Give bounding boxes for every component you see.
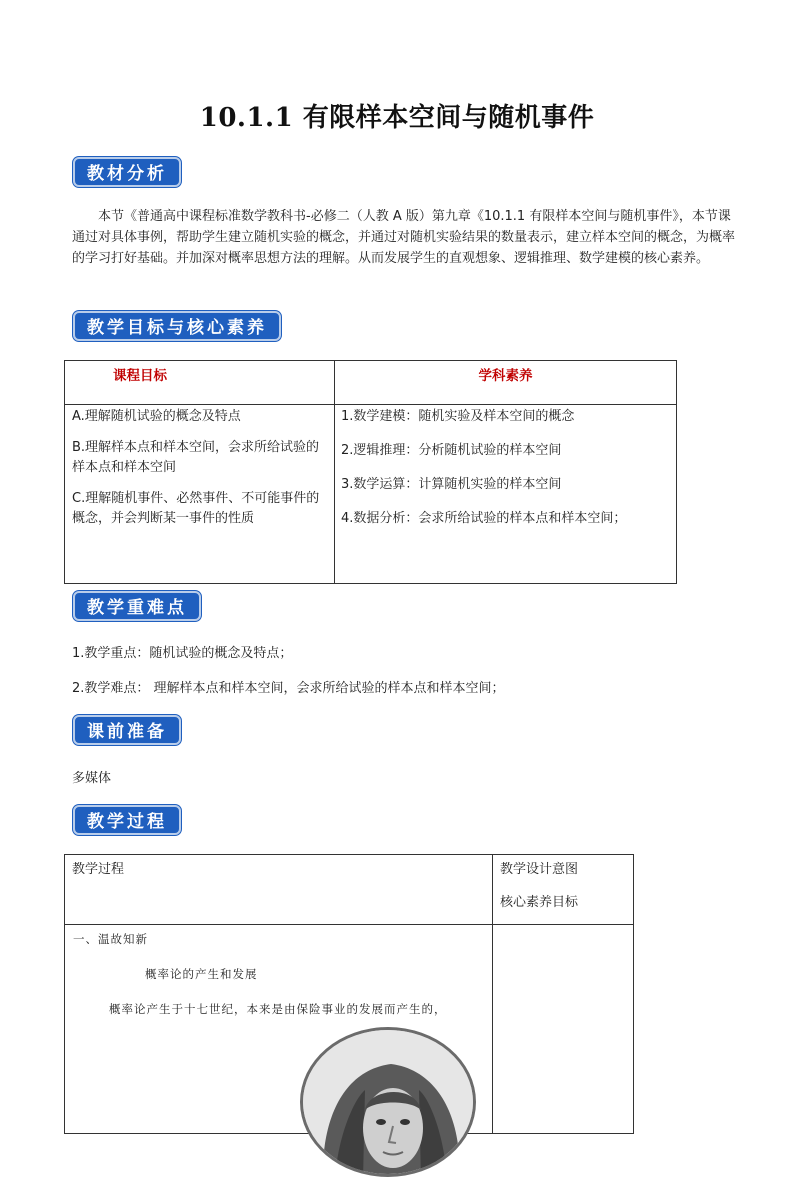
section-badge-prep: 课前准备 [73,715,181,745]
section-badge-keypoints: 教学重难点 [73,591,201,621]
goal-item: B.理解样本点和样本空间，会求所给试验的样本点和样本空间 [72,440,320,475]
prep-text: 多媒体 [72,771,112,786]
section-badge-process: 教学过程 [73,805,181,835]
section-badge-analysis: 教材分析 [73,157,181,187]
literacy-item: 2.逻辑推理：分析随机试验的样本空间 [341,443,562,458]
goal-item: A.理解随机试验的概念及特点 [72,409,241,424]
literacy-item: 1.数学建模：随机实验及样本空间的概念 [341,409,575,424]
goal-item: C.理解随机事件、必然事件、不可能事件的概念，并会判断某一事件的性质 [72,491,320,526]
process-header-left [65,855,493,925]
section-badge-goals: 教学目标与核心素养 [73,311,281,341]
portrait-image [300,1027,476,1177]
core-target-label: 核心素养目标 [500,895,579,910]
course-goals-label: 课程目标 [113,368,167,384]
goals-header-left [65,361,335,405]
step-body: 概率论产生于十七世纪，本来是由保险事业的发展而产生的， [109,1002,447,1016]
literacy-item: 3.数学运算：计算随机实验的样本空间 [341,477,562,492]
step-title: 一、温故知新 [73,932,148,946]
goals-table [64,360,677,584]
process-side-cell [493,925,634,1134]
keypoint-item: 1.教学重点：随机试验的概念及特点； [72,646,293,661]
portrait-drawing [303,1030,476,1177]
literacy-item: 4.数据分析：会求所给试验的样本点和样本空间； [341,511,627,526]
page-title: 10.1.1 有限样本空间与随机事件 [199,103,595,133]
analysis-paragraph: 本节《普通高中课程标准数学教科书-必修二（人教 A 版）第九章《10.1.1 有限样本空间与随机事件》，本节课通过对具体事例，帮助学生建立随机实验的概念，并通过对随机实验结果的数量表示，建立样本空间的概念，为概率的学习打好基础。并加深对概率思想方法的理解。从而发展学生的直观想象、逻辑推理、数学建模的核心素养。 [72,209,736,266]
design-intent-label: 教学设计意图 [500,862,579,877]
process-header-label: 教学过程 [72,862,125,877]
goals-cell-left [65,405,335,584]
goals-cell-right [335,405,677,584]
process-header-right [493,855,634,925]
keypoint-item: 2.教学难点： 理解样本点和样本空间，会求所给试验的样本点和样本空间； [72,681,505,696]
goals-header-right [335,361,677,405]
core-literacy-label: 学科素养 [478,368,533,384]
step-subtitle: 概率论的产生和发展 [145,967,258,981]
